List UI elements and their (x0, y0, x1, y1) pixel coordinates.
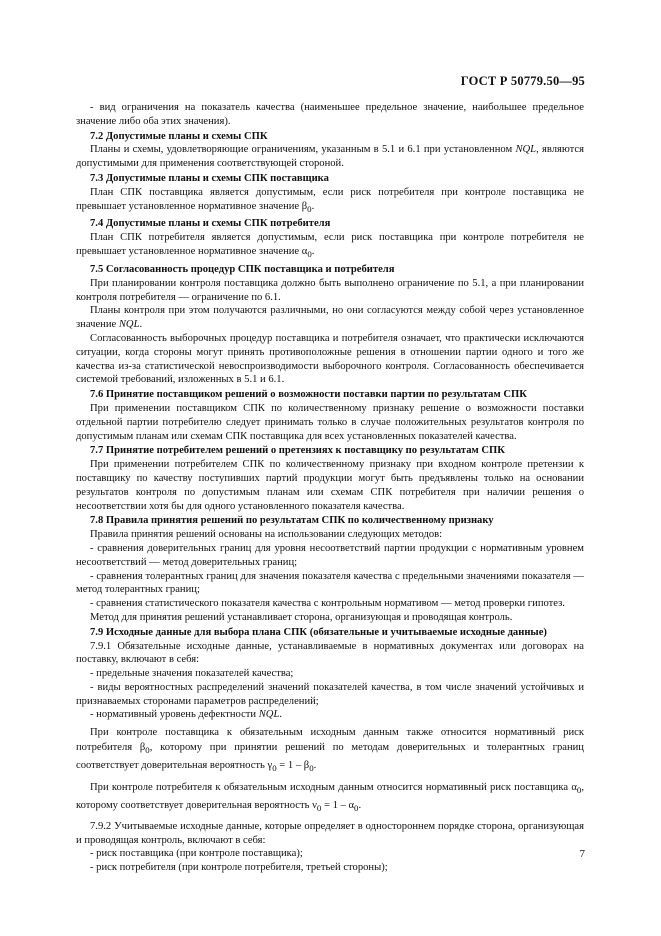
paragraph: При планировании контроля поставщика должно быть выполнено ограничение по 5.1, а при планировании контроля потребителя — ограничение по 6.1. (76, 277, 584, 303)
paragraph: Метод для принятия решений устанавливает сторона, организующая и проводящая контроль. (90, 611, 513, 623)
section-heading: 7.3 Допустимые планы и схемы СПК поставщика (90, 172, 329, 184)
paragraph: Правила принятия решений основаны на использовании следующих методов: (90, 529, 443, 541)
paragraph: - вид ограничения на показатель качества (наименьшее предельное значение, наибольшее предельное значение либо оба этих значения). (76, 102, 584, 127)
paragraph: При контроле поставщика к обязательным исходным данным также относится нормативный риск потребителя $\beta_0$, которому при принятии решений по методам доверительных и толерантных границ соответствует доверительная вероятность $\gamma_0 = 1 - \beta_0$. (76, 727, 584, 774)
paragraph: - риск поставщика (при контроле поставщика); (90, 848, 303, 860)
paragraph: При применении потребителем СПК по количественному признаку при входном контроле претензии к поставщику по качеству поступивших партий продукции могут быть предъявлены только на основании результатов контроля по допустимым планам или схемам СПК потребителя при наличии решения о несоответствии хотя бы для одного установленного показателя качества. (76, 459, 584, 512)
paragraph: - виды вероятностных распределений значений показателей качества, в том числе значений устойчивых и признаваемых сторонами параметров распределений; (76, 681, 584, 707)
document-body (76, 101, 584, 875)
section-heading: 7.8 Правила принятия решений по результатам СПК по количественному признаку (90, 515, 494, 527)
section-heading: 7.2 Допустимые планы и схемы СПК (90, 130, 268, 142)
paragraph: - сравнения толерантных границ для значения показателя качества с предельными значениями показателя — метод толерантных границ; (76, 570, 584, 596)
paragraph: - сравнения статистического показателя качества с контрольным нормативом — метод проверки гипотез. (90, 598, 565, 610)
paragraph: 7.9.1 Обязательные исходные данные, устанавливаемые в нормативных документах или договорах на поставку, включают в себя: (76, 640, 584, 666)
paragraph: - сравнения доверительных границ для уровня несоответствий партии продукции с нормативным уровнем несоответствий — метод доверительных границ; (76, 542, 584, 568)
paragraph: 7.9.2 Учитываемые исходные данные, которые определяет в одностороннем порядке сторона, организующая и проводящая контроль, включают в себя: (76, 820, 584, 846)
paragraph: При применении поставщиком СПК по количественному признаку решение о возможности поставки отдельной партии потребителю следует принимать только в случае положительных результатов контроля по допустимым планам или схемам СПК поставщика для всех установленных показателей качества. (76, 402, 584, 442)
page-number: 7 (579, 848, 585, 860)
paragraph: План СПК потребителя является допустимым, если риск поставщика при контроле потребителя не превышает установленное нормативное значение $\alpha_0$. (76, 232, 584, 260)
paragraph: Планы контроля при этом получаются различными, но они согласуются между собой через установленное значение NQL. (76, 305, 584, 331)
paragraph: План СПК поставщика является допустимым, если риск потребителя при контроле поставщика не превышает установленное нормативное значение $\beta_0$. (76, 186, 584, 214)
section-heading: 7.9 Исходные данные для выбора плана СПК (обязательные и учитываемые исходные данные) (90, 626, 547, 638)
section-heading: 7.7 Принятие потребителем решений о претензиях к поставщику по результатам СПК (90, 445, 505, 457)
paragraph: - нормативный уровень дефектности NQL. (90, 709, 282, 721)
paragraph: При контроле потребителя к обязательным исходным данным относится нормативный риск поставщика $\alpha_0$, которому соответствует доверительная вероятность $\nu_0 = 1 - \alpha_0$. (76, 781, 584, 813)
paragraph: - предельные значения показателей качества; (90, 668, 294, 680)
section-heading: 7.5 Согласованность процедур СПК поставщика и потребителя (90, 263, 395, 275)
section-heading: 7.6 Принятие поставщиком решений о возможности поставки партии по результатам СПК (90, 389, 527, 401)
paragraph: Планы и схемы, удовлетворяющие ограничениям, указанным в 5.1 и 6.1 при установленном NQL, являются допустимыми для применения соответствующей стороной. (76, 144, 584, 170)
paragraph: Согласованность выборочных процедур поставщика и потребителя означает, что практически исключаются ситуации, когда стороны могут принять противоположные решения в отношении партии одного и того же качества из-за статистической невоспроизводимости выборочного контроля. Согласованность обеспечивается системой требований, изложенных в 5.1 и 6.1. (76, 332, 584, 386)
paragraph: - риск потребителя (при контроле потребителя, третьей стороны); (90, 862, 388, 874)
section-heading: 7.4 Допустимые планы и схемы СПК потребителя (90, 218, 331, 230)
document-number: ГОСТ Р 50779.50—95 (460, 74, 585, 88)
